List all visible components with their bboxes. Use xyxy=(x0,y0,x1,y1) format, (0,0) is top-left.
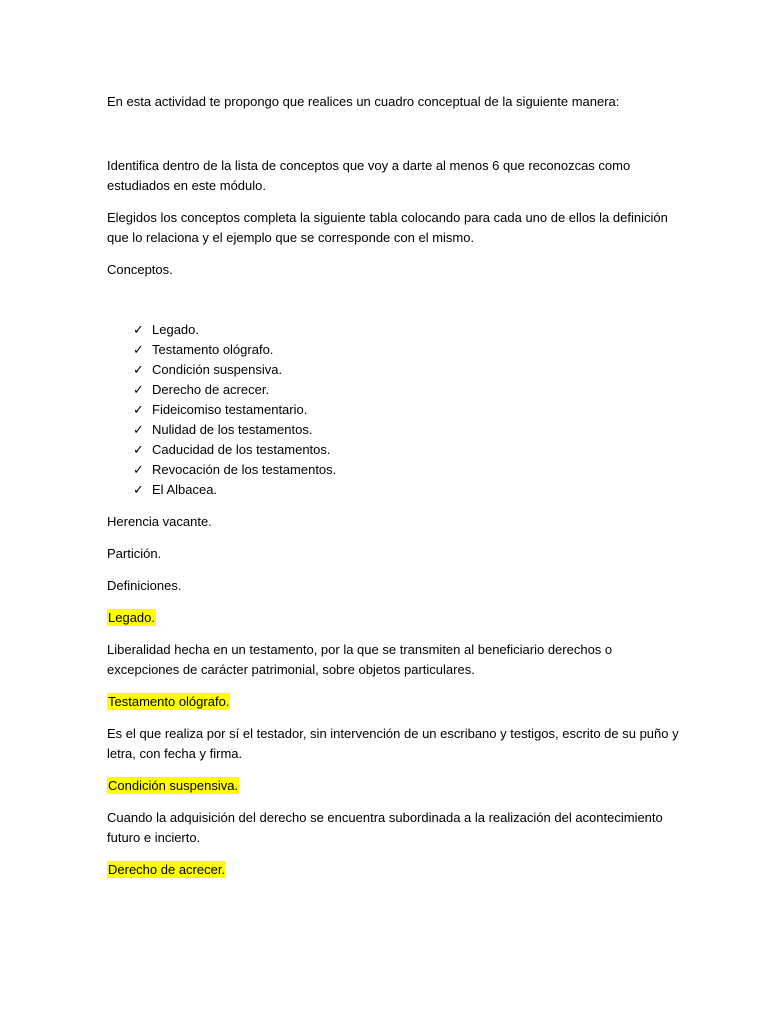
definition-text: Es el que realiza por sí el testador, sin intervención de un escribano y testigos, escrito de su puño y letra, con fecha y firma. xyxy=(107,726,679,761)
checkmark-icon: ✓ xyxy=(133,422,144,437)
definition-text: Liberalidad hecha en un testamento, por la que se transmiten al beneficiario derechos o excepciones de carácter patrimonial, sobre objetos particulares. xyxy=(107,642,613,677)
checklist-item-label: Nulidad de los testamentos. xyxy=(152,422,313,437)
checklist-item-label: Legado. xyxy=(152,322,199,337)
checklist-item xyxy=(133,460,688,480)
checklist-item-label: Testamento ológrafo. xyxy=(152,342,274,357)
highlighted-term: Derecho de acrecer. xyxy=(108,862,226,877)
definition-term xyxy=(107,776,688,796)
checklist-item xyxy=(133,440,688,460)
instruction-paragraph: Elegidos los conceptos completa la siguiente tabla colocando para cada uno de ellos la definición que lo relaciona y el ejemplo que se corresponde con el mismo. xyxy=(107,210,668,245)
checklist-item-label: Condición suspensiva. xyxy=(152,362,283,377)
definition-term xyxy=(107,860,688,880)
checkmark-icon: ✓ xyxy=(133,382,144,397)
checklist-item xyxy=(133,340,688,360)
instruction-paragraph: Identifica dentro de la lista de conceptos que voy a darte al menos 6 que reconozcas como estudiados en este módulo. xyxy=(107,158,631,193)
highlighted-term: Legado. xyxy=(108,610,155,625)
checklist-item-label: Fideicomiso testamentario. xyxy=(152,402,308,417)
checkmark-icon: ✓ xyxy=(133,402,144,417)
checkmark-icon: ✓ xyxy=(133,482,144,497)
definition-term xyxy=(107,608,688,628)
checklist-item xyxy=(133,400,688,420)
definition-text: Cuando la adquisición del derecho se encuentra subordinada a la realización del acontecimiento futuro e incierto. xyxy=(107,810,663,845)
checkmark-icon: ✓ xyxy=(133,342,144,357)
definitions-heading: Definiciones. xyxy=(107,578,182,593)
extra-concept: Partición. xyxy=(107,546,162,561)
concepts-heading: Conceptos. xyxy=(107,262,173,277)
checkmark-icon: ✓ xyxy=(133,322,144,337)
checklist-item xyxy=(133,360,688,380)
checklist-item xyxy=(133,420,688,440)
highlighted-term: Condición suspensiva. xyxy=(108,778,239,793)
definition-term xyxy=(107,692,688,712)
highlighted-term: Testamento ológrafo. xyxy=(108,694,230,709)
checkmark-icon: ✓ xyxy=(133,442,144,457)
checklist-item xyxy=(133,380,688,400)
checkmark-icon: ✓ xyxy=(133,362,144,377)
checklist-item xyxy=(133,480,688,500)
checklist-item-label: El Albacea. xyxy=(152,482,218,497)
checklist-item xyxy=(133,320,688,340)
checklist-item-label: Revocación de los testamentos. xyxy=(152,462,337,477)
intro-text: En esta actividad te propongo que realices un cuadro conceptual de la siguiente manera: xyxy=(107,94,620,109)
checkmark-icon: ✓ xyxy=(133,462,144,477)
extra-concept: Herencia vacante. xyxy=(107,514,212,529)
checklist-item-label: Caducidad de los testamentos. xyxy=(152,442,331,457)
concept-checklist xyxy=(107,320,688,500)
checklist-item-label: Derecho de acrecer. xyxy=(152,382,270,397)
